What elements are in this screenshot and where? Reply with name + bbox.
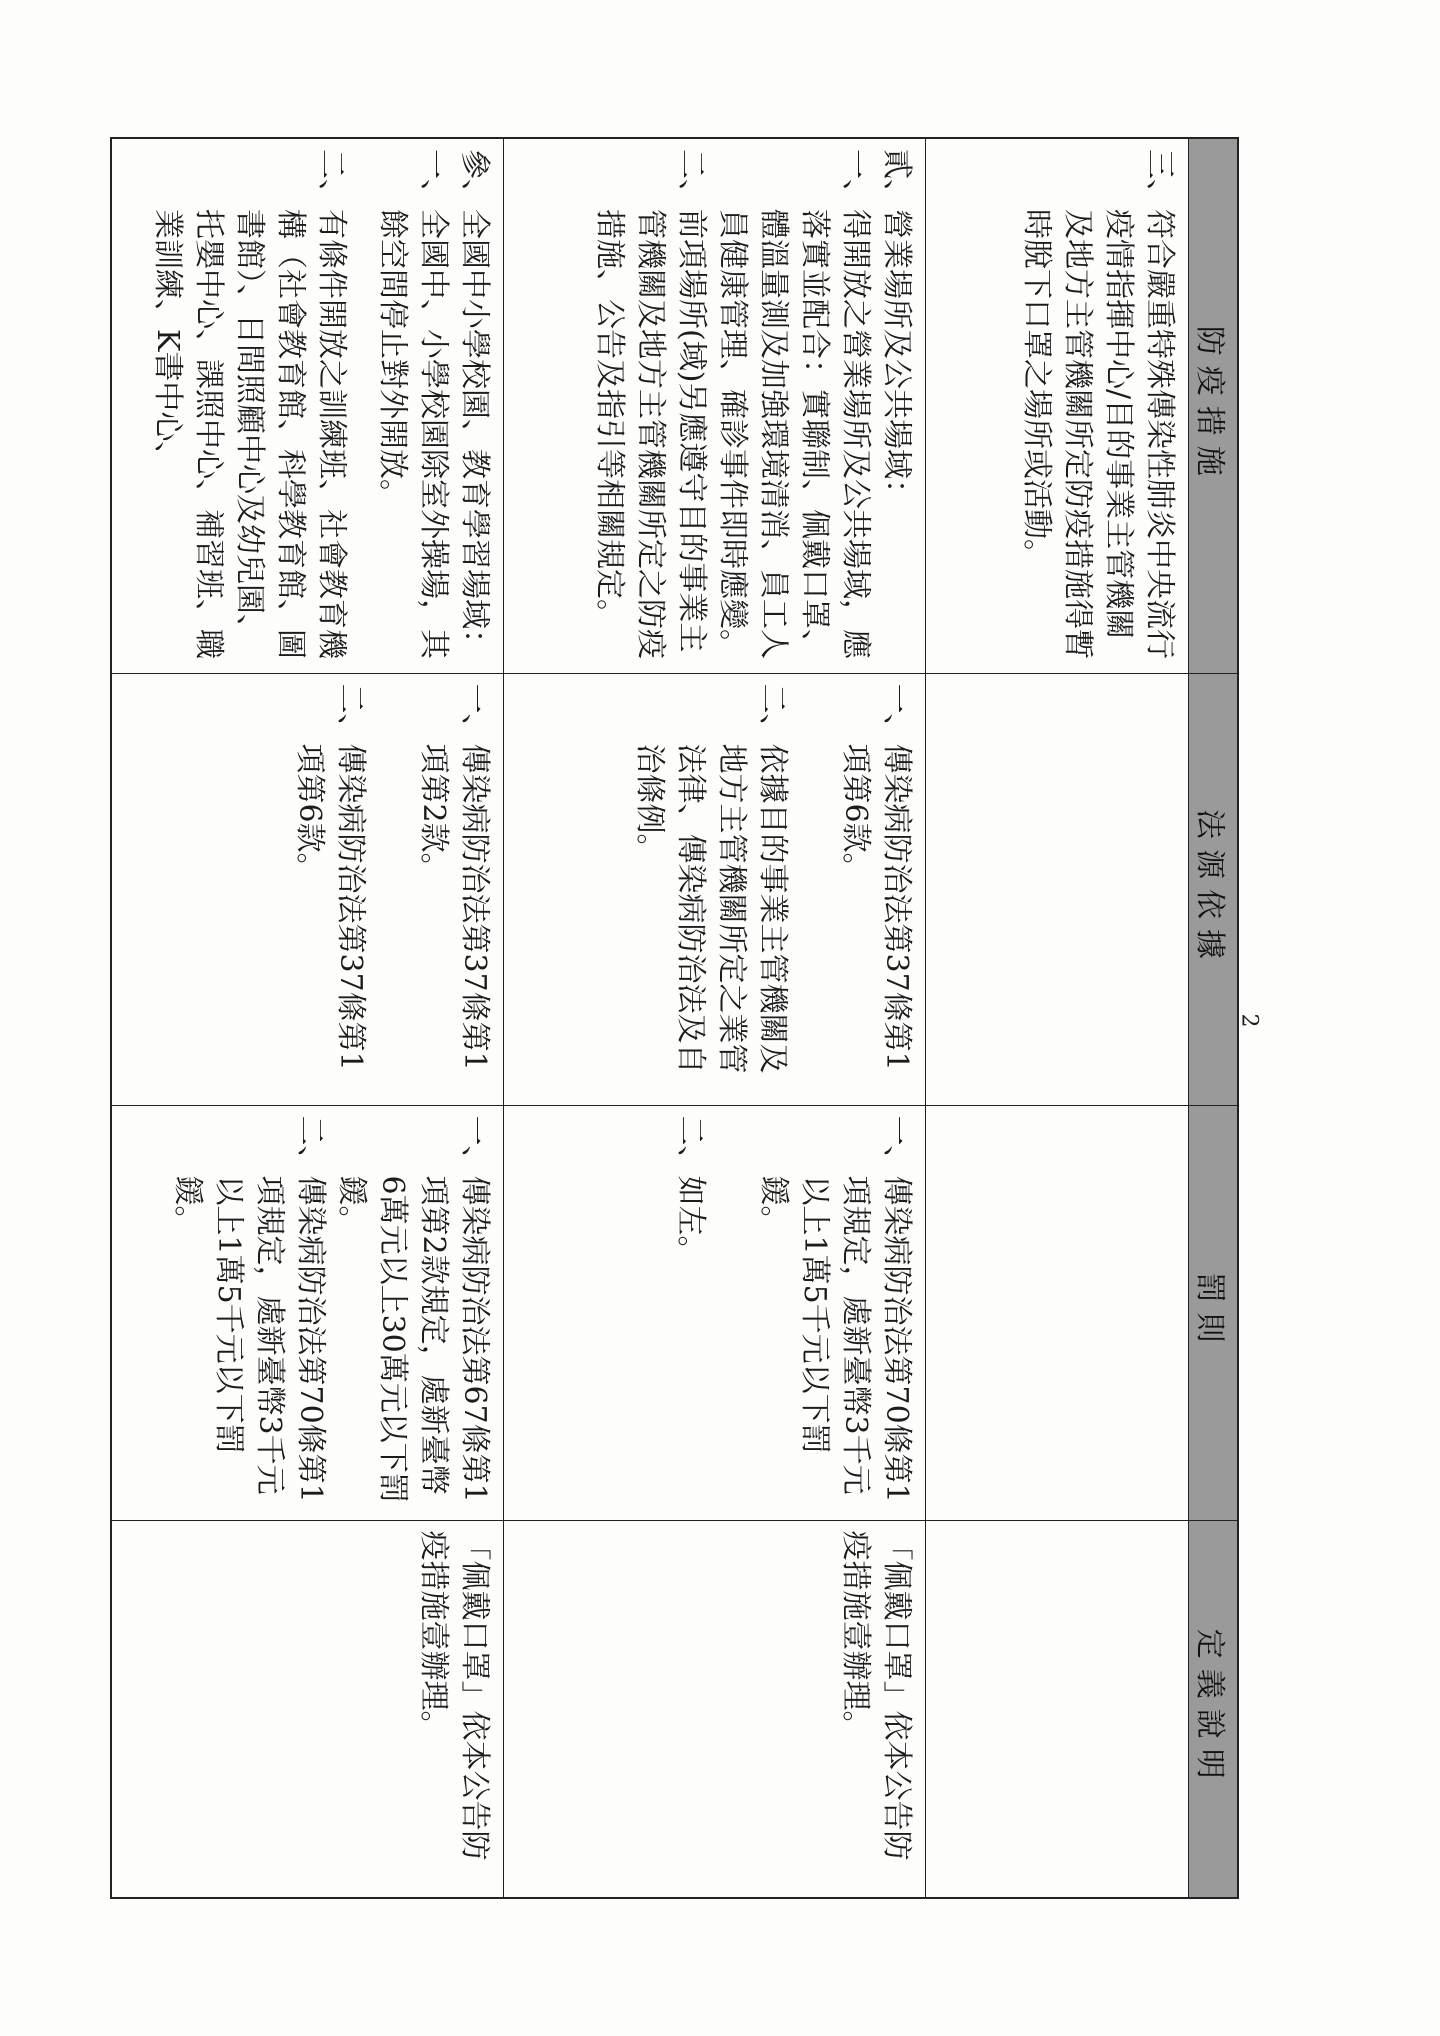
legal-basis-cell xyxy=(111,673,504,1105)
list-item xyxy=(629,684,793,1095)
legal-basis-cell xyxy=(926,673,1189,1105)
spacer xyxy=(711,1116,753,1510)
measures-cell xyxy=(111,138,504,673)
item-number: 一、 xyxy=(457,1115,492,1176)
item-text: 傳染病防治法第70條第1項規定，處新臺幣3千元以上1萬5千元以下罰鍰。 xyxy=(756,1175,914,1503)
item-text: 依據目的事業主管機關及地方主管機關所定之業管法律、傳染病防治法及自治條例。 xyxy=(632,743,790,1074)
spacer xyxy=(352,149,372,663)
page-number: 2 xyxy=(1236,1013,1262,1028)
item-number: 三、 xyxy=(1142,149,1177,209)
item-text: 傳染病防治法第70條第1項規定，處新臺幣3千元以上1萬5千元以下罰鍰。 xyxy=(170,1175,328,1503)
table-row xyxy=(111,138,504,1898)
item-text: 有條件開放之訓練班、社會教育機構（社會教育館、科學教育館、圖書館）、日間照顧中心及幼兒園、托嬰中心、課照中心、補習班、職業訓練、K書中心、 xyxy=(150,209,349,659)
header-definition: 定義說明 xyxy=(1189,1520,1239,1898)
item-text: 如左。 xyxy=(673,1175,708,1266)
list-item xyxy=(712,149,876,663)
penalty-cell xyxy=(504,1105,926,1520)
list-item xyxy=(167,1116,331,1510)
header-measures: 防疫措施 xyxy=(1189,138,1239,673)
measures-cell xyxy=(926,138,1189,673)
item-number: 二、 xyxy=(293,1115,328,1176)
item-number: 二、 xyxy=(333,683,368,744)
list-item xyxy=(289,684,371,1095)
spacer xyxy=(793,684,835,1095)
list-item xyxy=(331,1116,495,1510)
rotated-table-sheet xyxy=(150,137,1239,1897)
penalty-cell xyxy=(926,1105,1189,1520)
list-item xyxy=(1016,149,1180,663)
penalty-cell xyxy=(111,1105,504,1520)
item-text: 全國中、小學校園除室外操場，其餘空間停止對外開放。 xyxy=(375,209,451,659)
item-text: 前項場所(域)另應遵守目的事業主管機關及地方主管機關所定之防疫措施、公告及指引等相關規定。 xyxy=(592,209,709,659)
item-number: 二、 xyxy=(314,149,349,209)
list-item xyxy=(670,1116,711,1510)
list-item xyxy=(589,149,712,663)
item-text: 傳染病防治法第67條第1項第2款規定，處新臺幣6萬元以上30萬元以下罰鍰。 xyxy=(334,1175,492,1503)
item-text: 傳染病防治法第37條第1項第6款。 xyxy=(838,743,914,1071)
item-text: 傳染病防治法第37條第1項第2款。 xyxy=(416,743,492,1071)
epidemic-measures-table xyxy=(110,137,1239,1899)
list-item xyxy=(413,684,495,1095)
definition-cell: 「佩戴口罩」依本公告防疫措施壹辦理。 xyxy=(111,1520,504,1898)
legal-basis-cell xyxy=(504,673,926,1105)
header-legal-basis: 法源依據 xyxy=(1189,673,1239,1105)
item-text: 符合嚴重特殊傳染性肺炎中央流行疫情指揮中心/目的事業主管機關及地方主管機關所定防疫措施得暫時脫下口罩之場所或活動。 xyxy=(1019,209,1177,659)
header-penalty: 罰則 xyxy=(1189,1105,1239,1520)
definition-cell xyxy=(926,1520,1189,1898)
item-number: 一、 xyxy=(416,149,451,209)
item-number: 一、 xyxy=(838,149,873,209)
definition-cell: 「佩戴口罩」依本公告防疫措施壹辦理。 xyxy=(504,1520,926,1898)
list-item xyxy=(372,149,454,663)
item-number: 一、 xyxy=(879,683,914,744)
item-number: 二、 xyxy=(673,1115,708,1176)
section-heading: 貳、營業場所及公共場域： xyxy=(879,149,914,509)
header-row xyxy=(1189,138,1239,1898)
list-item xyxy=(147,149,352,663)
measures-cell xyxy=(504,138,926,673)
item-number: 一、 xyxy=(457,683,492,744)
spacer xyxy=(371,684,413,1095)
table-row xyxy=(926,138,1189,1898)
item-text: 傳染病防治法第37條第1項第6款。 xyxy=(292,743,368,1071)
item-number: 一、 xyxy=(879,1115,914,1176)
list-item xyxy=(835,684,917,1095)
table-row xyxy=(504,138,926,1898)
list-item xyxy=(753,1116,917,1510)
item-number: 二、 xyxy=(755,683,790,744)
section-heading: 參、全國中小學校園、教育學習場域： xyxy=(457,149,492,659)
item-text: 得開放之營業場所及公共場域，應落實並配合：實聯制、佩戴口罩、體溫量測及加強環境清消、員工人員健康管理、確診事件即時應變。 xyxy=(715,209,873,659)
item-number: 二、 xyxy=(674,149,709,209)
